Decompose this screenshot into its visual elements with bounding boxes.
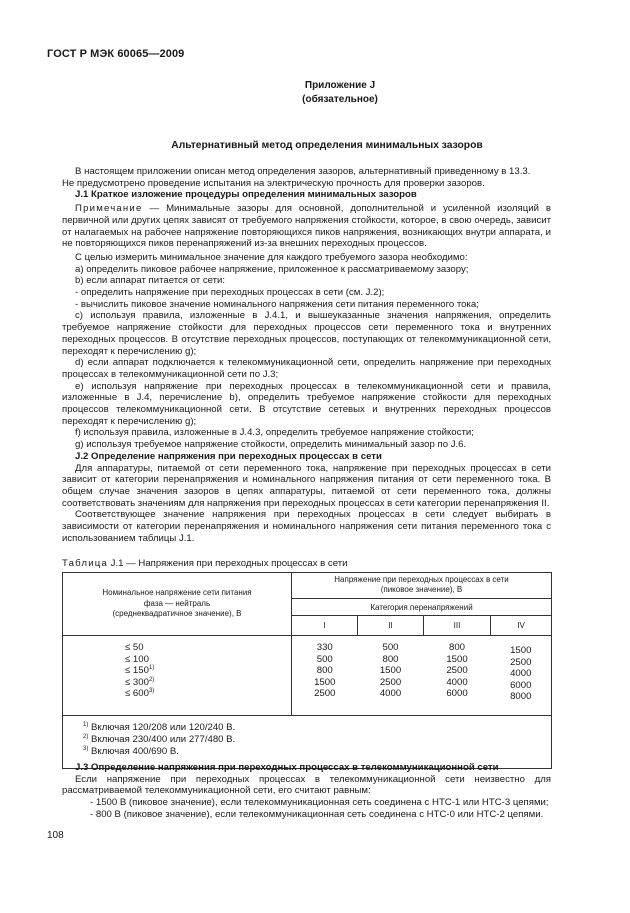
list-item: b) если аппарат питается от сети: xyxy=(75,275,226,287)
list-item: d) если аппарат подключается к телекоммуникационной сети, определить напряжение при переходных процессах в телекоммуникационной сети по J.3; xyxy=(62,357,551,380)
table-caption-text: J.1 — Напряжения при переходных процессах в сети xyxy=(108,558,348,569)
table-header-transient: Напряжение при переходных процессах в сети (пиковое значение), В xyxy=(292,573,552,599)
table-data-row xyxy=(63,636,552,716)
paragraph: Если напряжение при переходных процессах в телекоммуникационной сети неизвестно для рассматриваемой телекоммуникационной сети, его считают равным: xyxy=(62,773,551,797)
body-block-1 xyxy=(62,166,551,545)
table-footnote: $^{1)}$ Включая 120/208 или 120/240 В. xyxy=(83,722,236,733)
document-title: Альтернативный метод определения минимальных зазоров xyxy=(171,140,483,151)
table-j1 xyxy=(62,572,552,769)
section-heading-j2: J.2 Определение напряжения при переходных процессах в сети xyxy=(75,450,382,462)
note-text: — Минимальные зазоры для основной, дополнительной и усиленной изоляций в первичной или других цепях зависят от требуемого напряжения стойкости, которое, в свою очередь, зависит от налагаемых на рабочее напряжение повторяющихся пиков напряжения, возникающих внутри аппарата, и не повторяющихся пиков перенапряжений из-за внешних переходных процессов. xyxy=(62,203,551,250)
appendix-subtitle: (обязательное) xyxy=(302,94,378,105)
list-item: f) используя правила, изложенные в J.4.3, определить требуемое напряжение стойкости; xyxy=(75,427,474,439)
note-label: Примечание xyxy=(75,203,143,215)
paragraph: Соответствующее значение напряжения при переходных процессах в сети следует выбирать в зависимости от категории перенапряжения и номинального напряжения сети питания переменного тока с использованием таблицы J.1. xyxy=(62,509,551,544)
note-paragraph xyxy=(62,203,551,250)
table-header-nominal: Номинальное напряжение сети питания фаза — нейтраль (среднеквадратичное значение), В xyxy=(63,573,292,636)
table-header-cat-3: III xyxy=(424,616,491,636)
table-cell-cat-3: 800 1500 2500 4000 6000 xyxy=(424,636,491,716)
table-footnotes xyxy=(63,716,552,769)
document-header: ГОСТ Р МЭК 60065—2009 xyxy=(47,48,185,60)
list-item: - 800 В (пиковое значение), если телекоммуникационная сеть соединена с НТС-0 или НТС-2 цепями. xyxy=(90,808,544,820)
paragraph: В настоящем приложении описан метод определения зазоров, альтернативный приведенному в 13.3. xyxy=(75,166,531,177)
paragraph: Не предусмотрено проведение испытания на электрическую прочность для проверки зазоров. xyxy=(62,177,485,189)
page-number: 108 xyxy=(47,830,64,841)
section-heading-j3: J.3 Определение напряжения при переходных процессах в телекоммуникационной сети xyxy=(75,762,499,773)
table-header-cat-1: I xyxy=(292,616,358,636)
list-item: - определить напряжение при переходных процессах в сети (см. J.2); xyxy=(75,287,385,299)
table-caption-label: Таблица xyxy=(62,558,109,569)
body-block-2 xyxy=(62,762,551,821)
list-item: - вычислить пиковое значение номинального напряжения сети питания переменного тока; xyxy=(75,298,479,310)
appendix-title: Приложение J xyxy=(304,80,376,91)
section-heading-j1: J.1 Краткое изложение процедуры определения минимальных зазоров xyxy=(75,189,417,201)
table-footnote: $^{2)}$ Включая 230/400 или 277/480 В. xyxy=(83,734,236,745)
table-header-category: Категория перенапряжений xyxy=(292,598,552,616)
table-caption xyxy=(62,558,347,569)
table-footnote: $^{3)}$ Включая 400/690 В. xyxy=(83,746,179,757)
list-item: c) используя правила, изложенные в J.4.1, и вышеуказанные значения напряжения, определить требуемое напряжение стойкости для переходных процессов сети переменного тока и внутренних переходных процессов. В отсутствие переходных процессов, поступающих от телекоммуникационной сети, переходят к перечислению g); xyxy=(62,310,551,357)
table-cell-cat-2: 500 800 1500 2500 4000 xyxy=(358,636,424,716)
paragraph: С целью измерить минимальное значение для каждого требуемого зазора необходимо: xyxy=(75,251,468,263)
table-cell-cat-1: 330 500 800 1500 2500 xyxy=(292,636,358,716)
table-header-cat-2: II xyxy=(358,616,424,636)
table-header-cat-4: IV xyxy=(491,616,552,636)
list-item: g) используя требуемое напряжение стойкости, определить минимальный зазор по J.6. xyxy=(75,439,467,451)
table-cell-nominal: ≤ 50 ≤ 100 ≤ $150^{1)}$ ≤ $300^{2)}$ ≤ $600^{3)}$ xyxy=(63,636,292,716)
table-cell-cat-4: 1500 2500 4000 6000 8000 xyxy=(491,636,552,716)
list-item: a) определить пиковое рабочее напряжение, приложенное к рассматриваемому зазору; xyxy=(75,263,469,275)
paragraph: Для аппаратуры, питаемой от сети переменного тока, напряжение при переходных процессах в сети зависит от категории перенапряжения и номинального напряжения питания от сети переменного тока. В общем случае значения зазоров в цепях аппаратуры, питаемой от сети переменного тока, должны соответствовать значениям для напряжения при переходных процессах в сети категории перенапряжения II. xyxy=(62,462,551,509)
list-item: e) используя напряжение при переходных процессах в телекоммуникационной сети и правила, изложенные в J.4, перечисление b), определить требуемое напряжение стойкости для переходных процессов телекоммуникационной сети. В отсутствие сетевых и внутренних переходных процессов переходят к перечислению g); xyxy=(62,380,551,427)
list-item: - 1500 В (пиковое значение), если телекоммуникационная сеть соединена с НТС-1 или НТС-3 цепями; xyxy=(90,797,549,809)
